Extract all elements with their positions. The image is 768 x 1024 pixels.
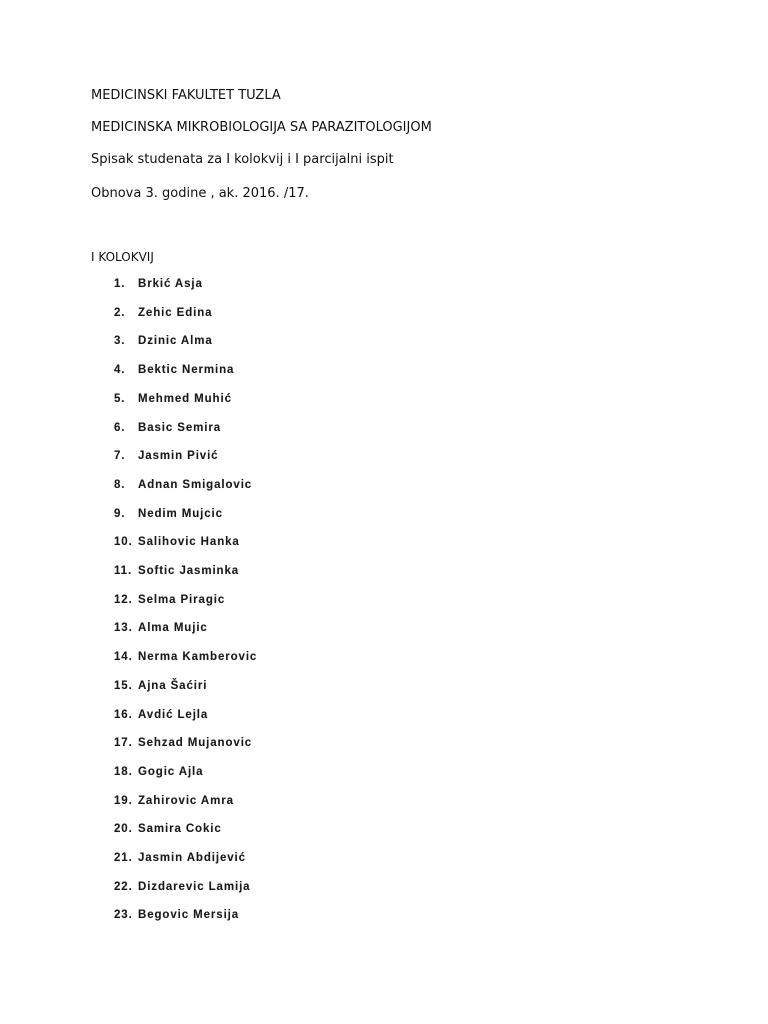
student-list-item: [0, 622, 400, 640]
student-name: Selma Piragic: [138, 593, 226, 606]
student-name: Samira Cokic: [138, 823, 222, 836]
student-name: Jasmin Abdijević: [138, 852, 246, 864]
student-number: 13.: [114, 622, 133, 635]
student-list-item: [0, 795, 400, 813]
student-list-item: [0, 594, 400, 612]
student-name: Mehmed Muhić: [138, 392, 232, 405]
student-number: 1.: [114, 278, 126, 290]
student-list-item: [0, 479, 400, 497]
student-list-item: [0, 651, 400, 669]
student-list-item: [0, 364, 400, 382]
student-name: Bektic Nermina: [138, 364, 235, 377]
student-name: Jasmin Pivić: [138, 450, 219, 463]
student-number: 5.: [114, 392, 126, 405]
student-list-item: [0, 536, 400, 554]
student-list-item: [0, 909, 400, 927]
student-list-item: [0, 565, 400, 583]
faculty-name: MEDICINSKI FAKULTET TUZLA: [91, 88, 281, 103]
student-list-item: [0, 307, 400, 325]
student-list-item: [0, 422, 400, 440]
student-list-item: [0, 450, 400, 468]
student-name: Alma Mujic: [138, 622, 208, 635]
student-name: Basic Semira: [138, 421, 222, 434]
student-name: Softic Jasminka: [138, 565, 240, 577]
student-name: Salihovic Hanka: [138, 536, 240, 549]
student-name: Sehzad Mujanovic: [138, 737, 253, 750]
student-number: 7.: [114, 450, 126, 463]
student-name: Dzinic Alma: [138, 335, 213, 348]
list-description: Spisak studenata za I kolokvij i I parcijalni ispit: [91, 152, 394, 167]
student-number: 22.: [114, 880, 133, 893]
student-name: Zehic Edina: [138, 306, 213, 319]
student-number: 21.: [114, 852, 133, 864]
student-list-item: [0, 680, 400, 698]
section-title: I KOLOKVIJ: [91, 250, 154, 264]
student-number: 11.: [114, 565, 133, 577]
student-list-item: [0, 881, 400, 899]
academic-year: Obnova 3. godine , ak. 2016. /17.: [91, 186, 309, 201]
student-name: Begovic Mersija: [138, 909, 240, 922]
student-number: 14.: [114, 651, 133, 664]
student-number: 15.: [114, 679, 133, 692]
student-number: 12.: [114, 593, 133, 606]
student-number: 4.: [114, 364, 126, 377]
student-number: 23.: [114, 909, 133, 922]
student-list-item: [0, 737, 400, 755]
student-list-item: [0, 823, 400, 841]
student-name: Nedim Mujcic: [138, 507, 223, 520]
student-number: 18.: [114, 765, 133, 778]
student-number: 19.: [114, 794, 133, 807]
student-number: 16.: [114, 708, 133, 721]
student-list-item: [0, 393, 400, 411]
student-name: Nerma Kamberovic: [138, 651, 258, 664]
student-list-item: [0, 852, 400, 870]
student-number: 9.: [114, 507, 126, 520]
student-name: Gogic Ajla: [138, 765, 204, 778]
student-list-item: [0, 335, 400, 353]
student-name: Ajna Šaćiri: [138, 679, 208, 692]
student-name: Avdić Lejla: [138, 708, 209, 721]
course-title: MEDICINSKA MIKROBIOLOGIJA SA PARAZITOLOGIJOM: [91, 120, 432, 135]
student-list-item: [0, 278, 400, 296]
student-number: 2.: [114, 306, 126, 319]
student-number: 8.: [114, 478, 126, 491]
student-number: 3.: [114, 335, 126, 348]
student-list-item: [0, 709, 400, 727]
student-name: Zahirovic Amra: [138, 794, 234, 807]
student-number: 20.: [114, 823, 133, 836]
student-name: Dizdarevic Lamija: [138, 880, 251, 893]
student-number: 17.: [114, 737, 133, 750]
student-number: 6.: [114, 421, 126, 434]
student-name: Brkić Asja: [138, 278, 203, 290]
student-list-item: [0, 508, 400, 526]
student-number: 10.: [114, 536, 133, 549]
student-list-item: [0, 766, 400, 784]
student-name: Adnan Smigalovic: [138, 478, 253, 491]
